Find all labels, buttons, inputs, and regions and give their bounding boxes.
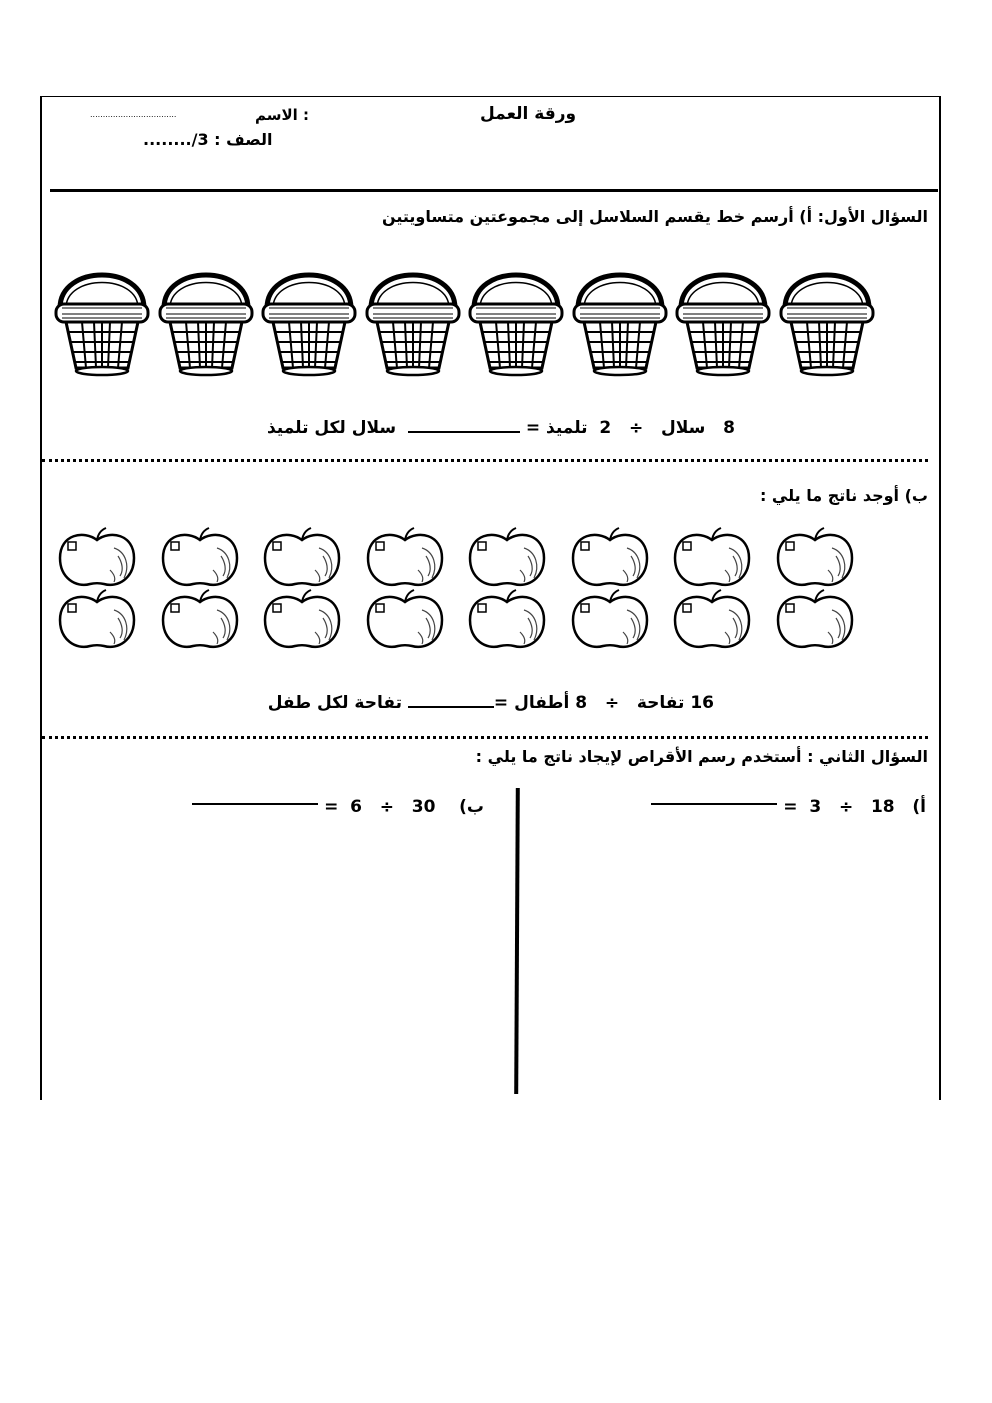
q2a-op: ÷ bbox=[838, 797, 854, 817]
eq1-tail: سلال لكل تلميذ bbox=[266, 418, 397, 438]
section-divider-2 bbox=[42, 736, 928, 739]
basket-icon bbox=[259, 268, 359, 378]
eq1-op: ÷ bbox=[628, 418, 644, 438]
q2a-answer-blank[interactable] bbox=[651, 803, 777, 805]
apple-icon bbox=[464, 588, 550, 652]
apple-icon bbox=[259, 526, 345, 590]
apple-icon bbox=[669, 588, 755, 652]
q1-equation bbox=[267, 418, 735, 438]
q1-title: السؤال الأول: أ) أرسم خط يقسم السلاسل إلى مجموعتين متساويتين bbox=[381, 207, 928, 226]
apple-icon bbox=[464, 526, 550, 590]
eq1-eq: = bbox=[525, 418, 541, 438]
eq2-n2: 8 bbox=[575, 693, 588, 713]
worksheet-title: ورقة العمل bbox=[480, 104, 577, 124]
class-field[interactable]: الصف : 3/........ bbox=[143, 130, 273, 149]
apple-icon bbox=[567, 526, 653, 590]
basket-row bbox=[0, 268, 992, 378]
q1b-equation bbox=[268, 693, 714, 713]
basket-icon bbox=[570, 268, 670, 378]
basket-icon bbox=[156, 268, 256, 378]
q2b-answer-blank[interactable] bbox=[192, 803, 318, 805]
apple-grid bbox=[0, 526, 992, 656]
apple-icon bbox=[772, 588, 858, 652]
q2a-equation bbox=[651, 797, 926, 817]
q2b-equation bbox=[192, 797, 484, 817]
basket-icon bbox=[673, 268, 773, 378]
apple-icon bbox=[362, 526, 448, 590]
basket-icon bbox=[52, 268, 152, 378]
apple-icon bbox=[567, 588, 653, 652]
eq2-w2: أطفال bbox=[514, 693, 570, 713]
eq2-op: ÷ bbox=[604, 693, 620, 713]
name-field[interactable]: .................................. bbox=[90, 110, 177, 119]
eq1-n1: 8 bbox=[723, 418, 735, 438]
basket-icon bbox=[363, 268, 463, 378]
q2a-label: أ) bbox=[912, 797, 926, 817]
eq2-tail: تفاحة لكل طفل bbox=[267, 693, 402, 713]
q2a-n2: 3 bbox=[809, 797, 822, 817]
q2-title: السؤال الثاني : أستخدم رسم الأقراص لإيجاد ناتج ما يلي : bbox=[475, 747, 928, 766]
eq2-eq: = bbox=[493, 693, 509, 713]
apple-icon bbox=[259, 588, 345, 652]
eq1-n2: 2 bbox=[599, 418, 612, 438]
q2b-n1: 30 bbox=[411, 797, 436, 817]
apple-icon bbox=[362, 588, 448, 652]
eq2-w1: تفاحة bbox=[636, 693, 685, 713]
q2a-eq: = bbox=[783, 797, 798, 817]
eq1-w1: سلال bbox=[661, 418, 706, 438]
apple-icon bbox=[54, 588, 140, 652]
apple-icon bbox=[54, 526, 140, 590]
q2b-eq: = bbox=[324, 797, 339, 817]
basket-icon bbox=[466, 268, 566, 378]
apple-icon bbox=[772, 526, 858, 590]
q2b-op: ÷ bbox=[379, 797, 395, 817]
section-divider-1 bbox=[42, 459, 928, 462]
name-label: الاسم : bbox=[255, 106, 310, 124]
apple-icon bbox=[157, 526, 243, 590]
apple-icon bbox=[157, 588, 243, 652]
q2b-n2: 6 bbox=[350, 797, 362, 817]
eq1-answer-blank[interactable] bbox=[408, 431, 520, 433]
q2b-label: ب) bbox=[459, 797, 484, 817]
eq2-n1: 16 bbox=[690, 693, 714, 713]
class-label bbox=[143, 130, 272, 149]
q2a-n1: 18 bbox=[870, 797, 895, 817]
eq2-answer-blank[interactable] bbox=[408, 706, 494, 708]
eq1-w2: تلميذ bbox=[546, 418, 588, 438]
q1b-title: ب) أوجد ناتج ما يلي : bbox=[759, 486, 928, 505]
header-divider bbox=[50, 189, 938, 192]
basket-icon bbox=[777, 268, 877, 378]
apple-icon bbox=[669, 526, 755, 590]
